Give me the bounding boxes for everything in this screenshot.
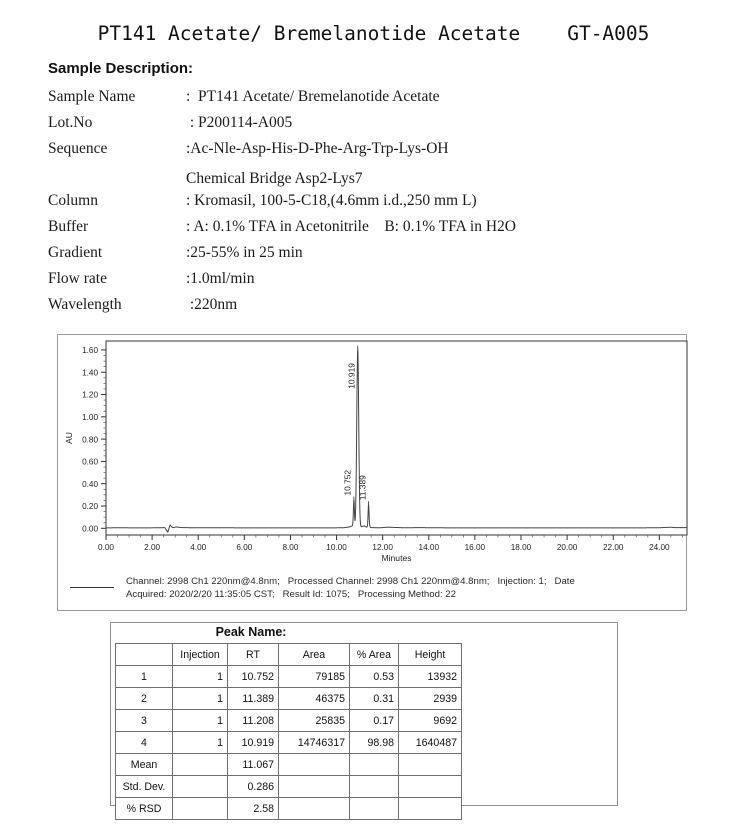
x-tick-label: 12.00 xyxy=(372,543,393,552)
y-tick-label: 0.60 xyxy=(82,457,98,467)
cell-injection xyxy=(173,776,228,798)
cell-empty xyxy=(350,798,399,820)
cell-rt: 11.067 xyxy=(228,754,279,776)
peak-results-table xyxy=(115,643,462,820)
desc-label: Column xyxy=(48,192,98,209)
x-tick-label: 22.00 xyxy=(602,543,624,552)
y-tick-label: 0.00 xyxy=(82,524,98,534)
caption-line-1: Channel: 2998 Ch1 220nm@4.8nm; Processed Channel: 2998 Ch1 220nm@4.8nm; Injection: 1; Date xyxy=(126,576,575,587)
desc-label: Sequence xyxy=(48,140,108,157)
cell-index: 4 xyxy=(116,732,173,754)
cell-rt: 11.208 xyxy=(228,710,279,732)
cell-injection: 1 xyxy=(173,710,228,732)
y-tick-label: 1.20 xyxy=(82,390,98,400)
desc-row-column xyxy=(48,192,688,218)
desc-row-sample-name xyxy=(48,88,688,114)
plot-frame xyxy=(106,341,687,535)
cell-area: 79185 xyxy=(279,666,350,688)
cell-height: 1640487 xyxy=(399,732,462,754)
x-tick-label: 14.00 xyxy=(418,543,440,552)
caption-line-2: Acquired: 2020/2/20 11:35:05 CST; Result Id: 1075; Processing Method: 22 xyxy=(126,589,456,600)
cell-injection xyxy=(173,798,228,820)
cell-rt: 2.58 xyxy=(228,798,279,820)
desc-value: : P200114-A005 xyxy=(186,114,293,131)
cell-rt: 10.752 xyxy=(228,666,279,688)
chromatogram-svg xyxy=(58,335,688,563)
x-axis-title: Minutes xyxy=(381,553,412,563)
cell-height: 9692 xyxy=(399,710,462,732)
page-title: PT141 Acetate/ Bremelanotide Acetate GT-A005 xyxy=(97,22,650,45)
column-header-injection: Injection xyxy=(173,644,228,666)
cell-height: 13932 xyxy=(399,666,462,688)
desc-row-flow-rate xyxy=(48,270,688,296)
y-tick-label: 0.40 xyxy=(82,479,98,489)
cell-area: 46375 xyxy=(279,688,350,710)
desc-row-gradient xyxy=(48,244,688,270)
desc-value: : Kromasil, 100-5-C18,(4.6mm i.d.,250 mm L) xyxy=(186,192,477,209)
y-tick-label: 1.00 xyxy=(82,413,98,423)
cell-empty xyxy=(279,798,350,820)
x-tick-label: 18.00 xyxy=(510,543,532,552)
desc-label: Wavelength xyxy=(48,296,122,313)
cell-pct-area: 0.31 xyxy=(350,688,399,710)
cell-injection xyxy=(173,754,228,776)
table-row xyxy=(116,666,462,688)
cell-index: 2 xyxy=(116,688,173,710)
cell-injection: 1 xyxy=(173,732,228,754)
desc-row-wavelength xyxy=(48,296,688,322)
cell-rt: 10.919 xyxy=(228,732,279,754)
chromatogram-caption xyxy=(68,575,680,601)
desc-value: :Ac-Nle-Asp-His-D-Phe-Arg-Trp-Lys-OH xyxy=(186,140,449,157)
cell-empty xyxy=(350,754,399,776)
column-header-index xyxy=(116,644,173,666)
desc-value: : A: 0.1% TFA in Acetonitrile B: 0.1% TFA in H2O xyxy=(186,218,516,235)
y-tick-label: 1.40 xyxy=(82,368,98,378)
table-header-row xyxy=(116,644,462,666)
column-header-area: Area xyxy=(279,644,350,666)
desc-value: :1.0ml/min xyxy=(186,270,255,287)
cell-empty xyxy=(279,776,350,798)
y-tick-label: 1.60 xyxy=(82,346,98,356)
cell-area: 14746317 xyxy=(279,732,350,754)
cell-empty xyxy=(399,754,462,776)
x-tick-label: 20.00 xyxy=(556,543,578,552)
x-tick-label: 6.00 xyxy=(236,543,253,552)
cell-area: 25835 xyxy=(279,710,350,732)
table-summary-row xyxy=(116,754,462,776)
desc-sequence-continuation: Chemical Bridge Asp2-Lys7 xyxy=(186,170,363,187)
x-tick-label: 24.00 xyxy=(649,543,670,552)
cell-empty xyxy=(350,776,399,798)
desc-row-sequence xyxy=(48,140,688,166)
desc-label: Flow rate xyxy=(48,270,107,287)
chromatogram-panel xyxy=(57,334,687,611)
cell-pct-area: 0.17 xyxy=(350,710,399,732)
cell-empty xyxy=(399,776,462,798)
cell-empty xyxy=(399,798,462,820)
section-heading-sample-description: Sample Description: xyxy=(48,60,194,77)
y-axis-title: AU xyxy=(64,432,74,444)
x-tick-label: 8.00 xyxy=(282,543,299,552)
cell-summary-label: Mean xyxy=(116,754,173,776)
cell-injection: 1 xyxy=(173,666,228,688)
table-summary-row xyxy=(116,798,462,820)
x-tick-label: 16.00 xyxy=(464,543,486,552)
cell-empty xyxy=(279,754,350,776)
column-header-pct-area: % Area xyxy=(350,644,399,666)
y-tick-label: 0.80 xyxy=(82,435,98,445)
cell-rt: 0.286 xyxy=(228,776,279,798)
desc-value: :220nm xyxy=(186,296,238,313)
cell-injection: 1 xyxy=(173,688,228,710)
x-tick-label: 0.00 xyxy=(98,543,114,552)
cell-summary-label: % RSD xyxy=(116,798,173,820)
table-row xyxy=(116,688,462,710)
sample-description-list xyxy=(48,88,688,322)
chromatogram-chart xyxy=(58,335,688,563)
desc-label: Buffer xyxy=(48,218,89,235)
cell-pct-area: 0.53 xyxy=(350,666,399,688)
cell-rt: 11.389 xyxy=(228,688,279,710)
peak-table-caption: Peak Name: xyxy=(215,625,287,639)
table-summary-row xyxy=(116,776,462,798)
desc-value: : PT141 Acetate/ Bremelanotide Acetate xyxy=(186,88,440,105)
peak-results-box xyxy=(110,622,618,815)
column-header-height: Height xyxy=(399,644,462,666)
desc-row-lot-no xyxy=(48,114,688,140)
desc-value: :25-55% in 25 min xyxy=(186,244,303,261)
x-tick-label: 4.00 xyxy=(190,543,207,552)
x-tick-label: 2.00 xyxy=(144,543,161,552)
table-row xyxy=(116,732,462,754)
peak-label: 11.389 xyxy=(357,475,368,501)
desc-label: Lot.No xyxy=(48,114,93,131)
cell-index: 3 xyxy=(116,710,173,732)
cell-index: 1 xyxy=(116,666,173,688)
desc-label: Gradient xyxy=(48,244,103,261)
column-header-rt: RT xyxy=(228,644,279,666)
peak-label: 10.919 xyxy=(346,363,357,389)
cell-pct-area: 98.98 xyxy=(350,732,399,754)
cell-height: 2939 xyxy=(399,688,462,710)
table-row xyxy=(116,710,462,732)
cell-summary-label: Std. Dev. xyxy=(116,776,173,798)
desc-row-buffer xyxy=(48,218,688,244)
y-tick-label: 0.20 xyxy=(82,502,98,512)
desc-label: Sample Name xyxy=(48,88,136,105)
x-tick-label: 10.00 xyxy=(326,543,347,552)
peak-label: 10.752 xyxy=(342,469,353,496)
